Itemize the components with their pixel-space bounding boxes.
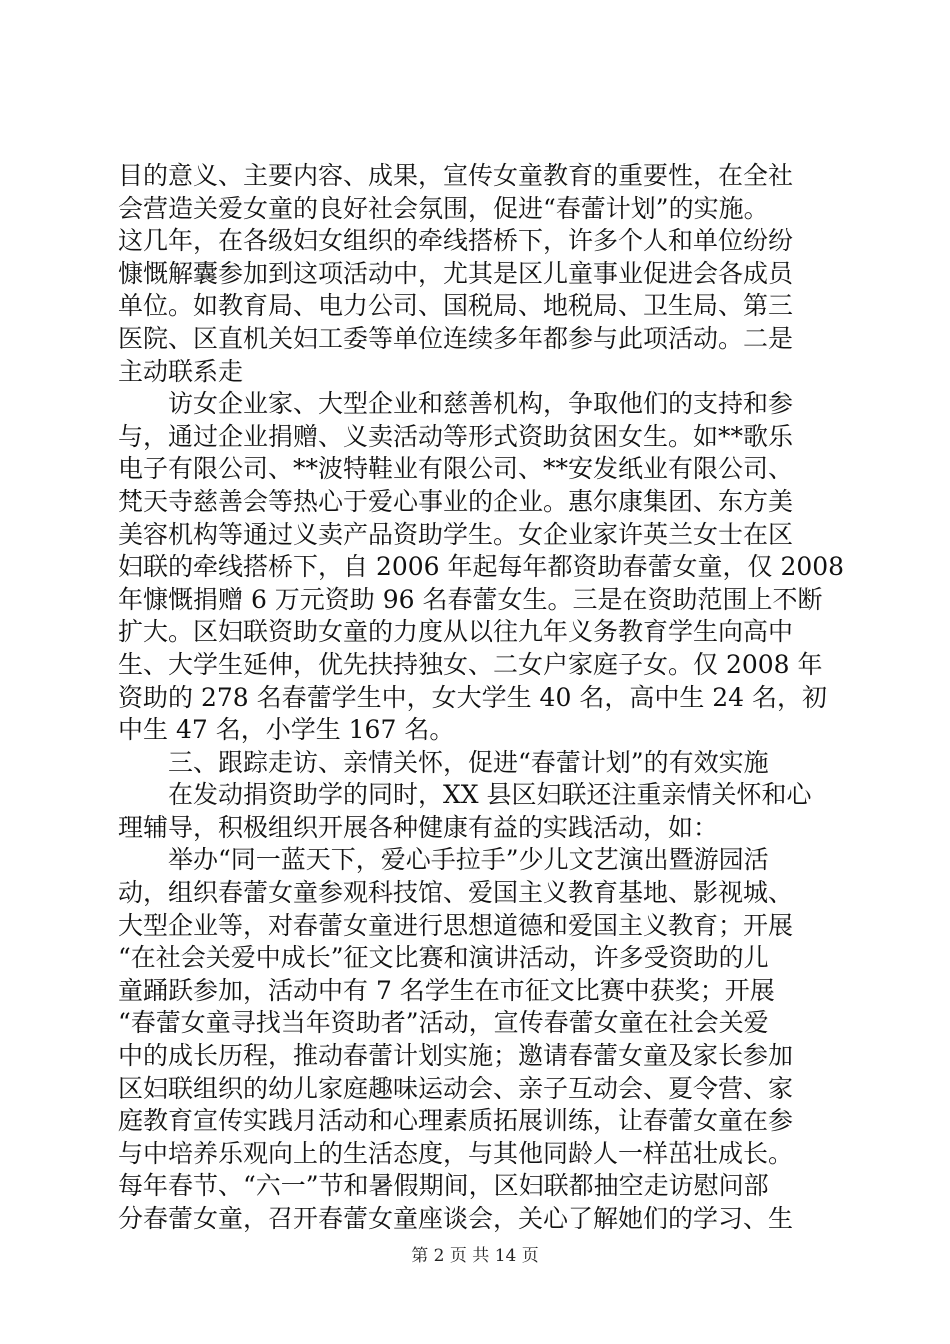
text-line: 与，通过企业捐赠、义卖活动等形式资助贫困女生。如**歌乐	[118, 421, 794, 451]
text-line: 扩大。区妇联资助女童的力度从以往九年义务教育学生向高中	[118, 617, 794, 647]
text-line: 与中培养乐观向上的生活态度，与其他同龄人一样茁壮成长。	[118, 1138, 794, 1168]
text-line: 分春蕾女童，召开春蕾女童座谈会，关心了解她们的学习、生	[118, 1204, 794, 1233]
text-line: 医院、区直机关妇工委等单位连续多年都参与此项活动。二是	[118, 323, 794, 353]
text-line: 举办“同一蓝天下，爱心手拉手”少儿文艺演出暨游园活	[118, 845, 769, 875]
text-line: “在社会关爱中成长”征文比赛和演讲活动，许多受资助的儿	[118, 943, 769, 973]
text-line: 会营造关爱女童的良好社会氛围，促进“春蕾计划”的实施。	[118, 193, 769, 223]
text-line: 这几年，在各级妇女组织的牵线搭桥下，许多个人和单位纷纷	[118, 226, 794, 256]
text-line: 动，组织春蕾女童参观科技馆、爱国主义教育基地、影视城、	[118, 878, 794, 908]
text-line: 每年春节、“六一”节和暑假期间，区妇联都抽空走访慰问部	[118, 1171, 769, 1201]
text-line: 年慷慨捐赠 6 万元资助 96 名春蕾女生。三是在资助范围上不断	[118, 584, 823, 614]
text-line: 庭教育宣传实践月活动和心理素质拓展训练，让春蕾女童在参	[118, 1106, 794, 1136]
text-line: 梵天寺慈善会等热心于爱心事业的企业。惠尔康集团、东方美	[118, 486, 794, 516]
text-line: 生、大学生延伸，优先扶持独女、二女户家庭子女。仅 2008 年	[118, 649, 823, 679]
text-line: 理辅导，积极组织开展各种健康有益的实践活动，如：	[118, 812, 719, 842]
text-line: 资助的 278 名春蕾学生中，女大学生 40 名，高中生 24 名，初	[118, 682, 828, 712]
text-line: 妇联的牵线搭桥下，自 2006 年起每年都资助春蕾女童，仅 2008	[118, 552, 845, 582]
text-line: 美容机构等通过义卖产品资助学生。女企业家许英兰女士在区	[118, 519, 794, 549]
text-line: 区妇联组织的幼儿家庭趣味运动会、亲子互动会、夏令营、家	[118, 1073, 794, 1103]
text-line: 主动联系走	[118, 356, 244, 386]
page-footer: 第 2 页 共 14 页	[411, 1246, 539, 1266]
text-line: 目的意义、主要内容、成果，宣传女童教育的重要性，在全社	[118, 161, 794, 190]
text-line: 电子有限公司、**波特鞋业有限公司、**安发纸业有限公司、	[118, 454, 794, 484]
text-line: 中生 47 名，小学生 167 名。	[118, 715, 455, 745]
text-line: 单位。如教育局、电力公司、国税局、地税局、卫生局、第三	[118, 291, 794, 321]
text-line: 童踊跃参加，活动中有 7 名学生在市征文比赛中获奖；开展	[118, 975, 775, 1005]
text-line: 三、跟踪走访、亲情关怀，促进“春蕾计划”的有效实施	[118, 747, 769, 777]
text-line: 中的成长历程，推动春蕾计划实施；邀请春蕾女童及家长参加	[118, 1041, 794, 1071]
text-line: 在发动捐资助学的同时，XX 县区妇联还注重亲情关怀和心	[118, 780, 812, 810]
text-line: 访女企业家、大型企业和慈善机构，争取他们的支持和参	[118, 389, 794, 419]
text-line: 慷慨解囊参加到这项活动中，尤其是区儿童事业促进会各成员	[118, 258, 794, 288]
text-line: 大型企业等，对春蕾女童进行思想道德和爱国主义教育；开展	[118, 910, 794, 940]
text-line: “春蕾女童寻找当年资助者”活动，宣传春蕾女童在社会关爱	[118, 1008, 769, 1038]
document-body	[118, 160, 845, 1236]
